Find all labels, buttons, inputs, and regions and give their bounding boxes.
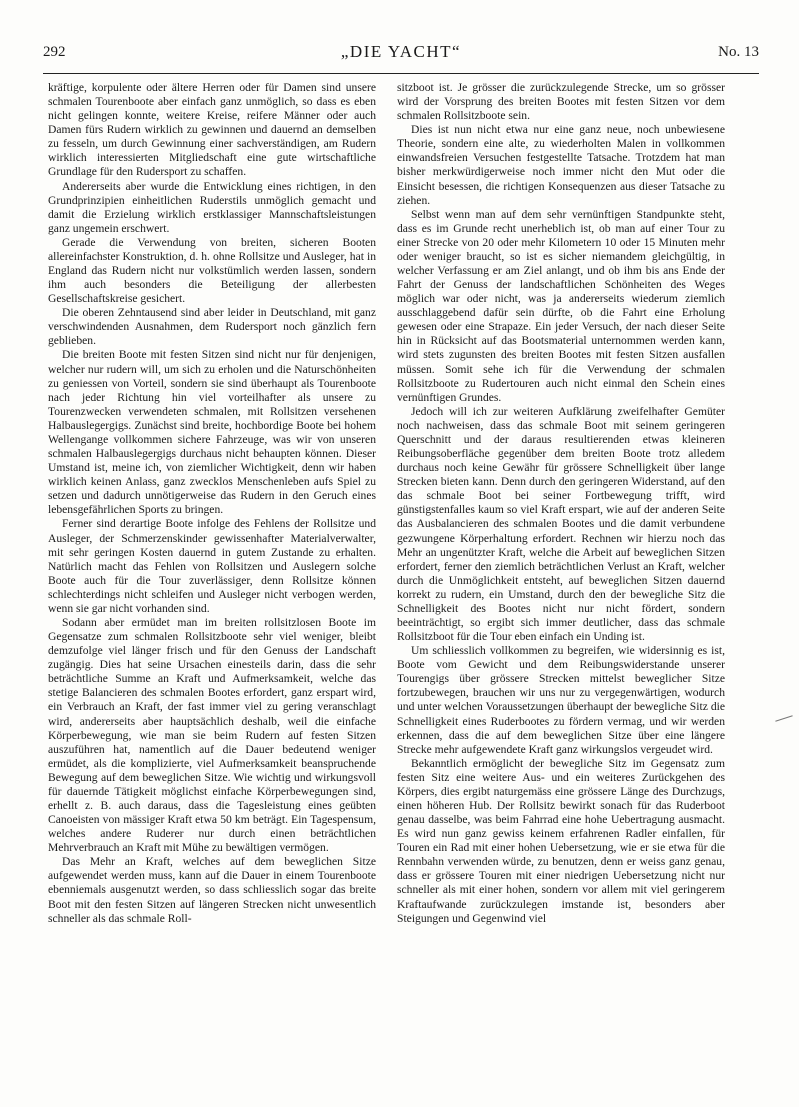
header-rule (43, 73, 759, 74)
right-paragraph: Um schliesslich vollkommen zu begreifen, wie widersinnig es ist, Boote vom Gewicht und dem Reibungswiderstande unserer Tourengigs über grössere Strecken mittelst beweglicher Sitze fortzubewegen, brauchen wir uns nur zu vergegenwärtigen, wodurch und unter welchen Voraussetzungen überhaupt der bewegliche Sitz die Schnelligkeit eines Ruderbootes zu fördern vermag, und wir werden erkennen, dass die auf dem beweglichen Sitze über eine längere Strecke mehr aufgewendete Kraft ganz wirkungslos vergeudet wird. (397, 644, 725, 756)
page-number: 292 (43, 44, 66, 60)
left-paragraph: Gerade die Verwendung von breiten, sicheren Booten allereinfachster Konstruktion, d. h. ohne Rollsitze und Ausleger, hat in England das Rudern nicht nur volkstümlich werden lassen, sondern ihm auch besonders die Beteiligung der allerbesten Gesellschaftskreise gesichert. (48, 235, 376, 306)
left-paragraph: Das Mehr an Kraft, welches auf dem beweglichen Sitze aufgewendet werden muss, kann auf die Dauer in einem Tourenboote ebenniemals ausgenutzt werden, so dass schliesslich sogar das breite Boot mit den festen Sitzen auf längeren Strecken nicht unwesentlich schneller als das schmale Roll- (48, 855, 376, 925)
left-paragraph: kräftige, korpulente oder ältere Herren oder für Damen sind unsere schmalen Tourenboote aber einfach ganz unmöglich, so dass es eben nicht gelingen konnte, weitere Kreise, reifere Männer oder auch Damen fürs Rudern wirklich zu gewinnen und dauernd an demselben zu fesseln, um durch Gewinnung einer sachverständigen, am Rudern wirklich interessierten Mitgliedschaft eine gute wirtschaftliche Grundlage für den Rudersport zu schaffen. (48, 81, 376, 179)
right-paragraph: Selbst wenn man auf dem sehr vernünftigen Standpunkte steht, dass es im Grunde recht unerheblich ist, ob man auf einer Tour zu einer Strecke von 20 oder mehr Kilometern 10 oder 15 Minuten mehr oder weniger braucht, so ist es sicher niemandem gleichgültig, in welcher Verfassung er am Ziel anlangt, und ob ihm bis ans Ende der Fahrt der Genuss der landschaftlichen Schönheiten des Weges möglich war oder nicht, was ja andererseits wiederum ziemlich ausschlaggebend dafür sein dürfte, ob die Fahrt eine Erholung gewesen oder eine Strapaze. Ein jeder Versuch, der nach dieser Seite hin in Rücksicht auf das Bootsmaterial unternommen werden kann, wird stets zugunsten des breiten Bootes mit festen Sitzen ausfallen müssen. Somit sehe ich für die Verwendung der schmalen Rollsitzboote zu Rudertouren auch nicht einmal den Schein eines vernünftigen Grundes. (397, 207, 725, 404)
left-paragraph: Die breiten Boote mit festen Sitzen sind nicht nur für denjenigen, welcher nur rudern will, um sich zu erholen und die Naturschönheiten zu geniessen von Vorteil, sondern sie sind überhaupt als Tourenboote nach jeder Richtung hin viel vorteilhafter als unsere zu Tourenzwecken verwendeten schmalen, mit Rollsitzen versehenen Halbauslegergigs. Zunächst sind breite, hochbordige Boote bei hohem Wellengange vollkommen sichere Fahrzeuge, was wir von unseren schmalen Halbauslegergigs durchaus nicht behaupten können. Dieser Umstand ist, meine ich, von ziemlicher Wichtigkeit, denn wir haben wirklich keinen Anlass, ganz zwecklos Menschenleben aufs Spiel zu setzen und dadurch unnötigerweise das Rudern in den Geruch eines lebensgefährlichen Sports zu bringen. (48, 348, 376, 517)
right-column (397, 81, 725, 1081)
left-paragraph: Andererseits aber wurde die Entwicklung eines richtigen, in den Grundprinzipien einheitlichen Ruderstils unmöglich gemacht und damit die Erzielung wirklich erstklassiger Mannschaftsleistungen ganz ungemein erschwert. (48, 179, 376, 235)
right-paragraph: sitzboot ist. Je grösser die zurückzulegende Strecke, um so grösser wird der Vorsprung des breiten Bootes mit festen Sitzen vor dem schmalen Rollsitzboote sein. (397, 81, 725, 123)
right-paragraph: Dies ist nun nicht etwa nur eine ganz neue, noch unbewiesene Theorie, sondern eine alte, zu wiederholten Malen in vollkommen einwandsfreien Versuchen festgestellte Tatsache. Trotzdem hat man bisher merkwürdigerweise noch immer nicht den Mut oder die Einsicht besessen, die richtigen Konsequenzen aus dieser Tatsache zu ziehen. (397, 123, 725, 207)
journal-title: „DIE YACHT“ (340, 42, 462, 61)
issue-number: No. 13 (718, 44, 759, 60)
left-paragraph: Ferner sind derartige Boote infolge des Fehlens der Rollsitze und Ausleger, der Schmerzenskinder gewissenhafter Materialverwalter, mit sehr geringen Kosten dauernd in gutem Zustande zu erhalten. Natürlich macht das Fehlen von Rollsitzen und Auslegern solche Boote auch für die Tour zuverlässiger, denn Rollsitze können schlechterdings nicht schleifen und Ausleger nicht verbogen werden, wenn sie gar nicht vorhanden sind. (48, 517, 376, 615)
left-paragraph: Sodann aber ermüdet man im breiten rollsitzlosen Boote im Gegensatze zum schmalen Rollsitzboote sehr viel weniger, bleibt demzufolge viel länger frisch und für den Genuss der Landschaft zugängig. Dies hat seine Ursachen einesteils darin, dass die sehr beträchtliche Summe an Kraft und Aufmerksamkeit, welche das stetige Balancieren des schmalen Bootes erfordert, ganz erspart wird, ein Verbrauch an Kraft, der fast immer viel zu gering veranschlagt wird, andererseits aber hauptsächlich deshalb, weil die einfache Körperbewegung, wie man sie beim Rudern auf festen Sitzen auszuführen hat, namentlich auf die Dauer bedeutend weniger ermüdet, als die komplizierte, viel Aufmerksamkeit beanspruchende Bewegung auf dem beweglichen Sitze. Wie wichtig und wirkungsvoll für dauernde Tätigkeit möglichst einfache Körperbewegungen sind, erhellt z. B. auch daraus, dass die Tagesleistung eines geübten Canoeisten von mässiger Kraft etwa 50 km beträgt. Ein Tagespensum, welches andere Ruderer nur durch einen beträchtlichen Mehrverbrauch an Kraft mit Mühe zu bewältigen vermögen. (48, 615, 376, 855)
page-header (43, 40, 759, 68)
left-column (48, 81, 376, 1081)
right-paragraph: Bekanntlich ermöglicht der bewegliche Sitz im Gegensatz zum festen Sitz eine weitere Aus- und ein weiteres Zurückgehen des Körpers, dies ergibt naturgemäss eine grössere Länge des Durchzugs, einen höheren Hub. Der Rollsitz bewirkt sonach für das Ruderboot genau dasselbe, was beim Fahrrad eine hohe Uebertragung ausmacht. Es wird nun ganz gewiss keinem erfahrenen Radler einfallen, für Touren ein Rad mit einer hohen Uebersetzung, wie er sie etwa für die Rennbahn verwenden würde, zu benutzen, denn er weiss ganz genau, dass er grössere Touren mit einer niedrigen Uebersetzung nicht nur schneller als mit einer hohen, sondern vor allem mit viel geringerem Kraftaufwande zurückzulegen imstande ist, besonders aber Steigungen und Gegenwind viel (397, 756, 725, 925)
left-paragraph: Die oberen Zehntausend sind aber leider in Deutschland, mit ganz verschwindenden Ausnahmen, dem Rudersport noch gänzlich fern geblieben. (48, 306, 376, 348)
margin-pencil-mark (775, 715, 792, 722)
right-paragraph: Jedoch will ich zur weiteren Aufklärung zweifelhafter Gemüter noch nachweisen, dass das schmale Boot mit seinem geringeren Querschnitt und der daraus resultierenden etwas kleineren Reibungsoberfläche gegenüber dem breiten Boote trotz alledem durchaus noch keine Gewähr für grössere Schnelligkeit über lange Strecken bieten kann. Denn durch den geringeren Widerstand, auf den das schmale Boot bei seiner Fortbewegung trifft, wird günstigstenfalles kaum so viel Kraft erspart, wie auf der anderen Seite das Ausbalancieren des schmalen Bootes und die damit verbundene gezwungene Körperhaltung erfordert. Rechnen wir hierzu noch das Mehr an ungenützter Kraft, welche die Arbeit auf beweglichen Sitzen erfordert, ferner den ziemlich beträchtlichen Verlust an Kraft, welcher durch die Unmöglichkeit entsteht, auf beweglichen Sitzen dauernd korrekt zu rudern, ein Umstand, durch den der bewegliche Sitz die Schnelligkeit des Bootes nicht nur nicht fördert, sondern beeinträchtigt, so ergibt sich immer deutlicher, dass das schmale Rollsitzboot für die Tour eben einfach ein Unding ist. (397, 404, 725, 644)
